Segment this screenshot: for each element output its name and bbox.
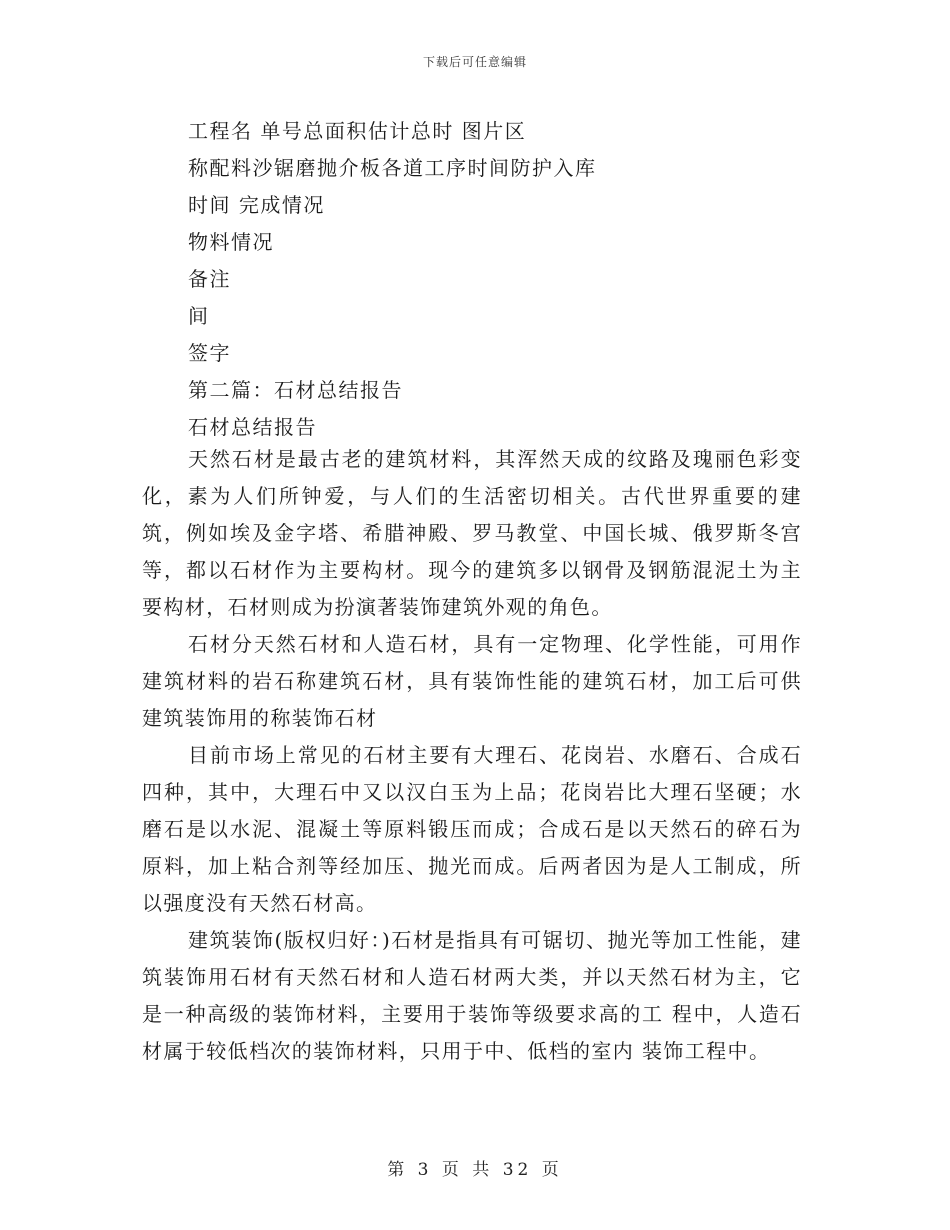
chapter-subheading: 石材总结报告: [188, 415, 317, 439]
paragraph-2: 石材分天然石材和人造石材，具有一定物理、化学性能，可用作建筑材料的岩石称建筑石材，具有装饰性能的建筑石材，加工后可供建筑装饰用的称装饰石材: [142, 632, 802, 730]
form-line-signature: 签字: [188, 341, 231, 365]
paragraph-1: 天然石材是最古老的建筑材料，其浑然天成的纹路及瑰丽色彩变化，素为人们所钟爱，与人们的生活密切相关。古代世界重要的建筑，例如埃及金字塔、希腊神殿、罗马教堂、中国长城、俄罗斯冬宫等，都以石材作为主要构材。现今的建筑多以钢骨及钢筋混泥土为主要构材，石材则成为扮演著装饰建筑外观的角色。: [142, 447, 802, 619]
footer-middle: 页 共: [441, 1160, 494, 1180]
form-line-project: 工程名 单号总面积估计总时 图片区: [188, 119, 527, 143]
footer-prefix: 第: [387, 1160, 409, 1180]
footer-page-number: 3: [417, 1160, 433, 1180]
form-line-time: 时间 完成情况: [188, 193, 325, 217]
header-note: 下载后可任意编辑: [422, 55, 527, 69]
form-line-remarks: 备注: [188, 267, 231, 291]
form-line-material: 物料情况: [188, 230, 274, 254]
page-footer: [0, 1155, 950, 1180]
form-line-process: 称配料沙锯磨抛介板各道工序时间防护入库: [188, 156, 597, 180]
footer-total-pages: 32: [502, 1160, 533, 1180]
footer-suffix: 页: [541, 1160, 563, 1180]
form-line-jian: 间: [188, 304, 210, 328]
chapter-heading: 第二篇：石材总结报告: [188, 378, 403, 402]
paragraph-4: 建筑装饰(版权归好：)石材是指具有可锯切、抛光等加工性能，建筑装饰用石材有天然石材和人造石材两大类，并以天然石材为主，它是一种高级的装饰材料，主要用于装饰等级要求高的工 程中，人造石材属于较低档次的装饰材料，只用于中、低档的室内 装饰工程中。: [142, 928, 802, 1063]
paragraph-3: 目前市场上常见的石材主要有大理石、花岗岩、水磨石、合成石四种，其中，大理石中又以汉白玉为上品；花岗岩比大理石坚硬；水磨石是以水泥、混凝土等原料锻压而成；合成石是以天然石的碎石为原料，加上粘合剂等经加压、抛光而成。后两者因为是人工制成，所以强度没有天然石材高。: [142, 743, 802, 915]
